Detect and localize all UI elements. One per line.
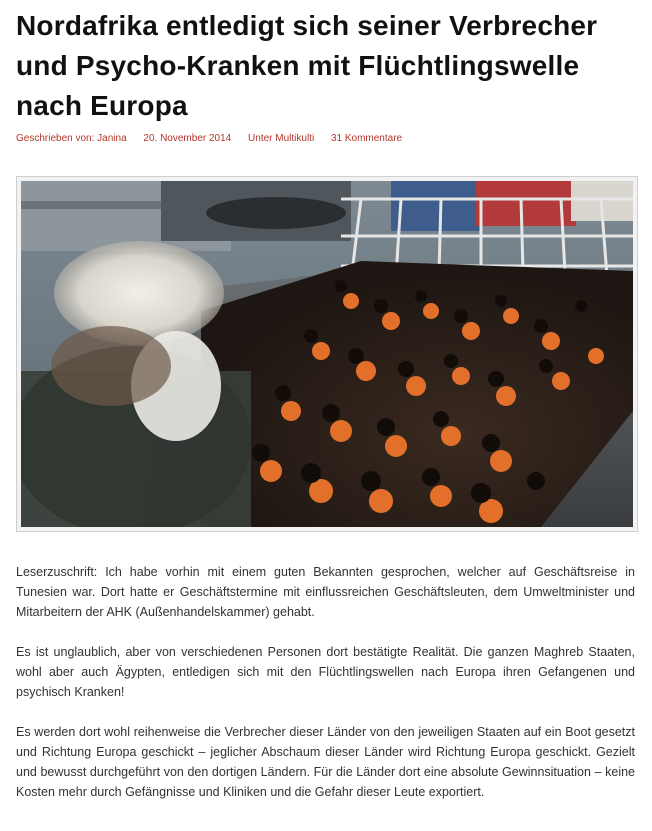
article-paragraph-2: Es ist unglaublich, aber von verschiedenen Personen dort bestätigte Realität. Die ganzen Maghreb Staaten, wohl aber auch Ägypten, entledigen sich mit den Flüchtlingswellen nach Europa ihren Gefangenen und psychisch Kranken! (16, 645, 635, 699)
article-paragraph-1: Leserzuschrift: Ich habe vorhin mit einem guten Bekannten gesprochen, welcher auf Geschäftsreise in Tunesien war. Dort hatte er Geschäftstermine mit einflussreichen Geschäftsleuten, dem Umweltminister und Mitarbeitern der AHK (Außenhandelskammer) gehabt. (16, 565, 635, 619)
post-author[interactable]: Geschrieben von: Janina (16, 133, 127, 144)
article-photo-frame (16, 176, 638, 532)
article-photo[interactable] (21, 181, 633, 527)
article-body (16, 562, 635, 822)
post-date[interactable]: 20. November 2014 (143, 133, 232, 144)
post-meta (16, 133, 416, 144)
article-paragraph-3: Es werden dort wohl reihenweise die Verbrecher dieser Länder von den jeweiligen Staaten auf ein Boot gesetzt und Richtung Europa geschickt – jeglicher Abschaum dieser Länder wird Richtung Europa geschickt. Gezielt und bewusst durchgeführt von den dortigen Ländern. Für die Länder dort eine absolute Gewinnsituation – keine Kosten mehr durch Gefängnisse und Kliniken und die Gefahr dieser Leute exportiert. (16, 725, 635, 799)
post-title[interactable]: Nordafrika entledigt sich seiner Verbrecher und Psycho-Kranken mit Flüchtlingswelle nach Europa (16, 10, 598, 121)
post-comments-link[interactable]: 31 Kommentare (330, 133, 403, 144)
post-category[interactable]: Unter Multikulti (248, 133, 315, 144)
